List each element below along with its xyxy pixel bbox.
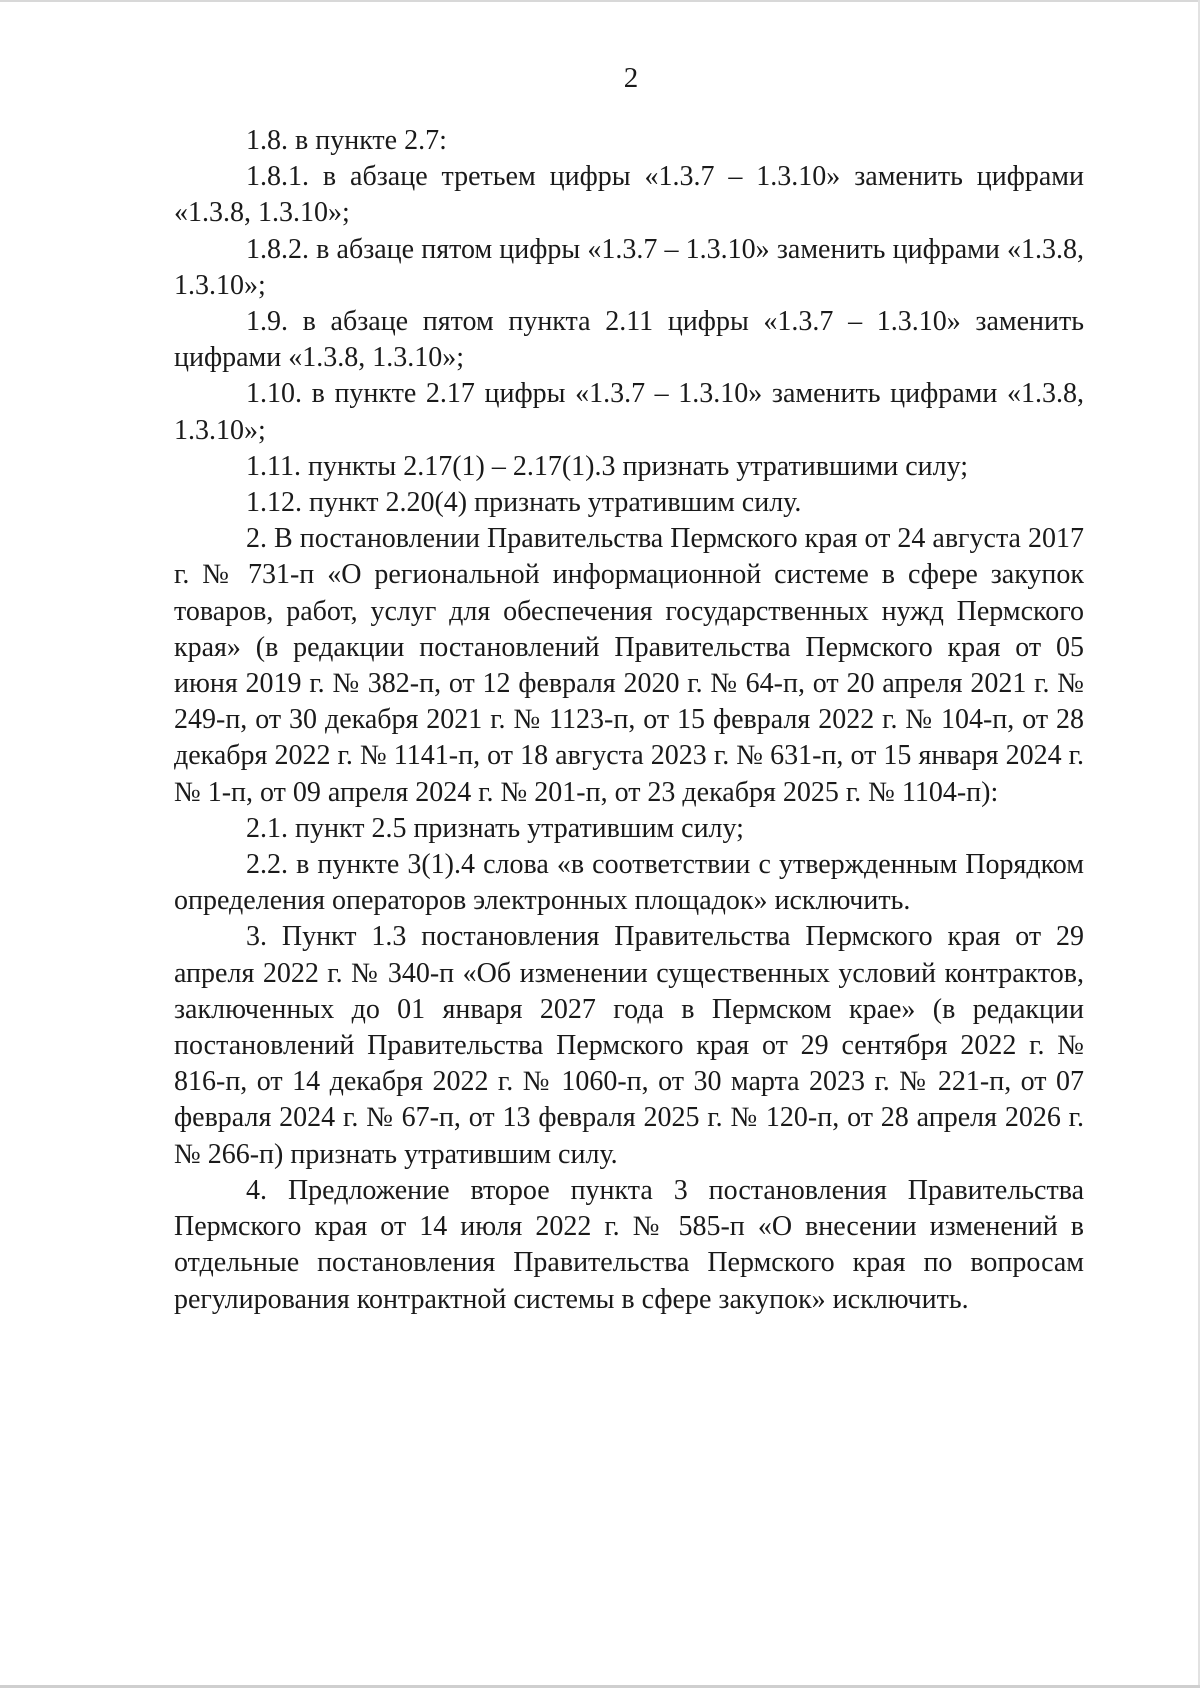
scan-edge-top xyxy=(0,0,1200,2)
paragraph-1-11: 1.11. пункты 2.17(1) – 2.17(1).3 признать утратившими силу; xyxy=(246,450,968,482)
paragraph-4: 4. Предложение второе пункта 3 постановления Правительства Пермского края от 14 июля 2022 г. № 585-п «О внесении изменений в отдельные постановления Правительства Пермского края по вопросам регулирования контрактной системы в сфере закупок» исключить. xyxy=(174,1174,1084,1315)
paragraph-1-10: 1.10. в пункте 2.17 цифры «1.3.7 – 1.3.10» заменить цифрами «1.3.8, 1.3.10»; xyxy=(174,378,1084,446)
paragraph-1-8-2: 1.8.2. в абзаце пятом цифры «1.3.7 – 1.3.10» заменить цифрами «1.3.8, 1.3.10»; xyxy=(174,233,1084,301)
paragraph-2-1: 2.1. пункт 2.5 признать утратившим силу; xyxy=(246,812,744,844)
paragraph-1-8: 1.8. в пункте 2.7: xyxy=(246,125,447,156)
paragraph-1-12: 1.12. пункт 2.20(4) признать утратившим силу. xyxy=(246,487,802,519)
paragraph-1-8-1: 1.8.1. в абзаце третьем цифры «1.3.7 – 1.3.10» заменить цифрами «1.3.8, 1.3.10»; xyxy=(174,161,1084,229)
paragraph-1-9: 1.9. в абзаце пятом пункта 2.11 цифры «1.3.7 – 1.3.10» заменить цифрами «1.3.8, 1.3.10»; xyxy=(174,306,1084,374)
page-number: 2 xyxy=(623,62,639,94)
paragraph-2-2: 2.2. в пункте 3(1).4 слова «в соответствии с утвержденным Порядком определения операторов электронных площадок» исключить. xyxy=(174,849,1084,917)
paragraph-3: 3. Пункт 1.3 постановления Правительства Пермского края от 29 апреля 2022 г. № 340-п «Об изменении существенных условий контрактов, заключенных до 01 января 2027 года в Пермском крае» (в редакции постановлений Правительства Пермского края от 29 сентября 2022 г. № 816-п, от 14 декабря 2022 г. № 1060-п, от 30 марта 2023 г. № 221-п, от 07 февраля 2024 г. № 67-п, от 13 февраля 2025 г. № 120-п, от 28 апреля 2026 г. № 266-п) признать утратившим силу. xyxy=(174,921,1084,1170)
paragraph-2: 2. В постановлении Правительства Пермского края от 24 августа 2017 г. № 731-п «О региональной информационной системе в сфере закупок товаров, работ, услуг для обеспечения государственных нужд Пермского края» (в редакции постановлений Правительства Пермского края от 05 июня 2019 г. № 382-п, от 12 февраля 2020 г. № 64-п, от 20 апреля 2021 г. № 249-п, от 30 декабря 2021 г. № 1123-п, от 15 февраля 2022 г. № 104-п, от 28 декабря 2022 г. № 1141-п, от 18 августа 2023 г. № 631-п, от 15 января 2024 г. № 1-п, от 09 апреля 2024 г. № 201-п, от 23 декабря 2025 г. № 1104-п): xyxy=(174,523,1084,808)
document-body xyxy=(174,123,1084,1318)
